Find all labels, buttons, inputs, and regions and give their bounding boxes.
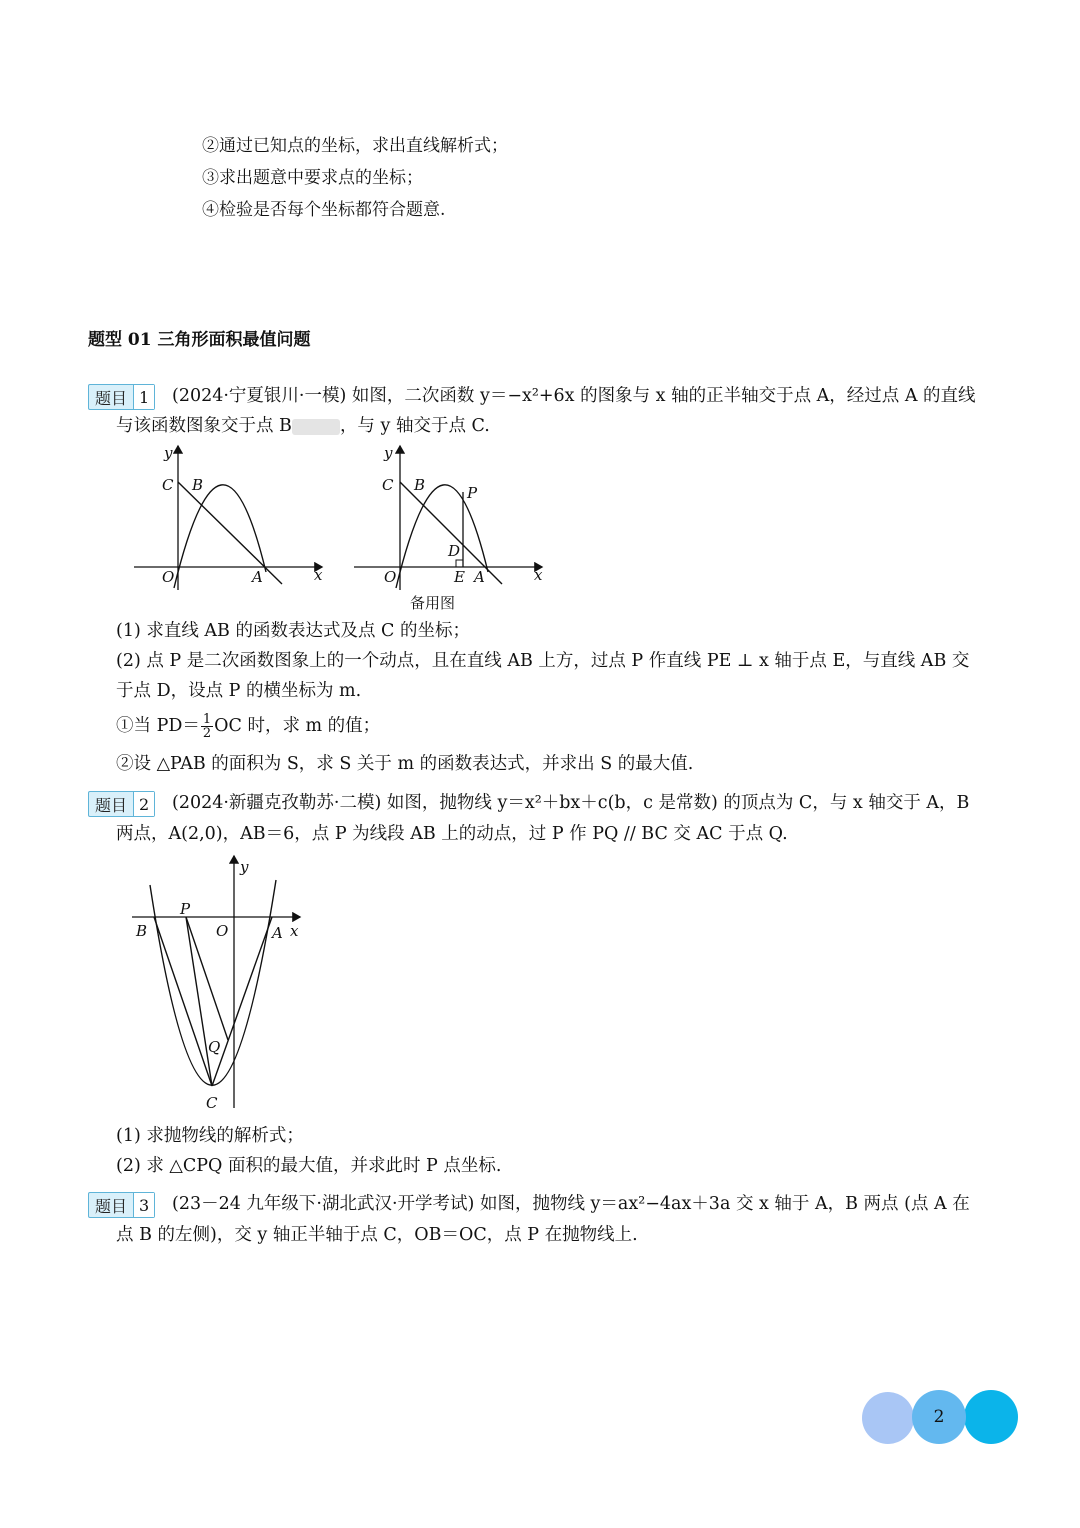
label-o: O <box>162 568 175 586</box>
label-c: C <box>206 1094 218 1112</box>
step-4: ④检验是否每个坐标都符合题意. <box>202 200 446 220</box>
problem-1-line2a: 与该函数图象交于点 B <box>116 416 292 436</box>
step-2: ②通过已知点的坐标，求出直线解析式； <box>202 136 508 156</box>
problem-1-q2a: (2) 点 P 是二次函数图象上的一个动点，且在直线 AB 上方，过点 P 作直线 PE ⊥ x 轴于点 E，与直线 AB 交 <box>116 651 970 671</box>
tag-number: 3 <box>133 1193 154 1217</box>
segment-ac <box>212 917 272 1086</box>
label-q: Q <box>208 1038 221 1056</box>
label-a: A <box>252 568 263 586</box>
label-y: y <box>164 444 173 462</box>
line-ab <box>178 482 282 584</box>
s1-prefix: ①当 PD＝ <box>116 716 200 736</box>
problem-2-q2: (2) 求 △CPQ 面积的最大值，并求此时 P 点坐标. <box>116 1156 502 1176</box>
tag-label: 题目 <box>95 1196 128 1216</box>
problem-1-q2b: 于点 D，设点 P 的横坐标为 m. <box>116 681 362 701</box>
label-e: E <box>454 568 465 586</box>
problem-2-line2: 两点，A(2,0)，AB＝6，点 P 为线段 AB 上的动点，过 P 作 PQ // BC 交 AC 于点 Q. <box>116 824 788 844</box>
tag-label: 题目 <box>95 388 128 408</box>
label-d: D <box>448 542 461 560</box>
segment-bc <box>154 917 212 1086</box>
label-a: A <box>474 568 485 586</box>
right-angle-mark <box>456 560 463 567</box>
problem-3-line2: 点 B 的左侧)，交 y 轴正半轴于点 C，OB＝OC，点 P 在抛物线上. <box>116 1225 638 1245</box>
fraction-half <box>201 713 213 740</box>
figure-1 <box>130 440 330 595</box>
line-ab <box>400 482 502 584</box>
figure-2 <box>350 440 550 595</box>
fraction-denominator: 2 <box>202 726 212 741</box>
label-a: A <box>272 924 283 942</box>
tag-number: 2 <box>133 792 154 816</box>
label-x: x <box>534 566 543 584</box>
problem-3-line1: (23－24 九年级下·湖北武汉·开学考试) 如图，抛物线 y＝ax²−4ax＋3a 交 x 轴于 A，B 两点 (点 A 在 <box>172 1194 970 1214</box>
problem-1-line2b: ，与 y 轴交于点 C. <box>339 416 490 436</box>
problem-2-line1: (2024·新疆克孜勒苏·二模) 如图，抛物线 y＝x²＋bx＋c(b，c 是常数) 的顶点为 C，与 x 轴交于 A，B <box>172 793 970 813</box>
page-number: 2 <box>912 1390 966 1444</box>
redacted-region <box>292 419 340 435</box>
problem-1-s2: ②设 △PAB 的面积为 S，求 S 关于 m 的函数表达式，并求出 S 的最大值. <box>116 754 694 774</box>
problem-3-tag <box>88 1192 155 1218</box>
label-b: B <box>414 476 426 494</box>
problem-1-q1: (1) 求直线 AB 的函数表达式及点 C 的坐标； <box>116 621 470 641</box>
label-c: C <box>382 476 394 494</box>
figure-3 <box>128 850 313 1115</box>
s1-suffix: OC 时，求 m 的值； <box>214 716 381 736</box>
label-x: x <box>290 922 299 940</box>
page-decor-left <box>862 1392 914 1444</box>
tag-number: 1 <box>133 385 154 409</box>
step-3: ③求出题意中要求点的坐标； <box>202 168 423 188</box>
label-b: B <box>192 476 204 494</box>
figure-2-caption: 备用图 <box>410 594 456 612</box>
label-y: y <box>384 444 393 462</box>
problem-1-line1: (2024·宁夏银川·一模) 如图，二次函数 y＝−x²+6x 的图象与 x 轴的正半轴交于点 A，经过点 A 的直线 <box>172 386 976 406</box>
section-title: 题型 01 三角形面积最值问题 <box>88 330 311 350</box>
tag-label: 题目 <box>95 795 128 815</box>
label-c: C <box>162 476 174 494</box>
problem-2-tag <box>88 791 155 817</box>
label-x: x <box>314 566 323 584</box>
problem-1-tag <box>88 384 155 410</box>
problem-1-line2 <box>116 415 490 437</box>
page-decor-right <box>964 1390 1018 1444</box>
label-b: B <box>136 922 148 940</box>
problem-1-s1 <box>116 710 380 742</box>
label-y: y <box>240 858 249 876</box>
label-p: P <box>467 484 478 502</box>
fraction-numerator: 1 <box>202 712 212 727</box>
label-o: O <box>384 568 397 586</box>
label-p: P <box>180 900 191 918</box>
problem-2-q1: (1) 求抛物线的解析式； <box>116 1126 304 1146</box>
label-o: O <box>216 922 229 940</box>
